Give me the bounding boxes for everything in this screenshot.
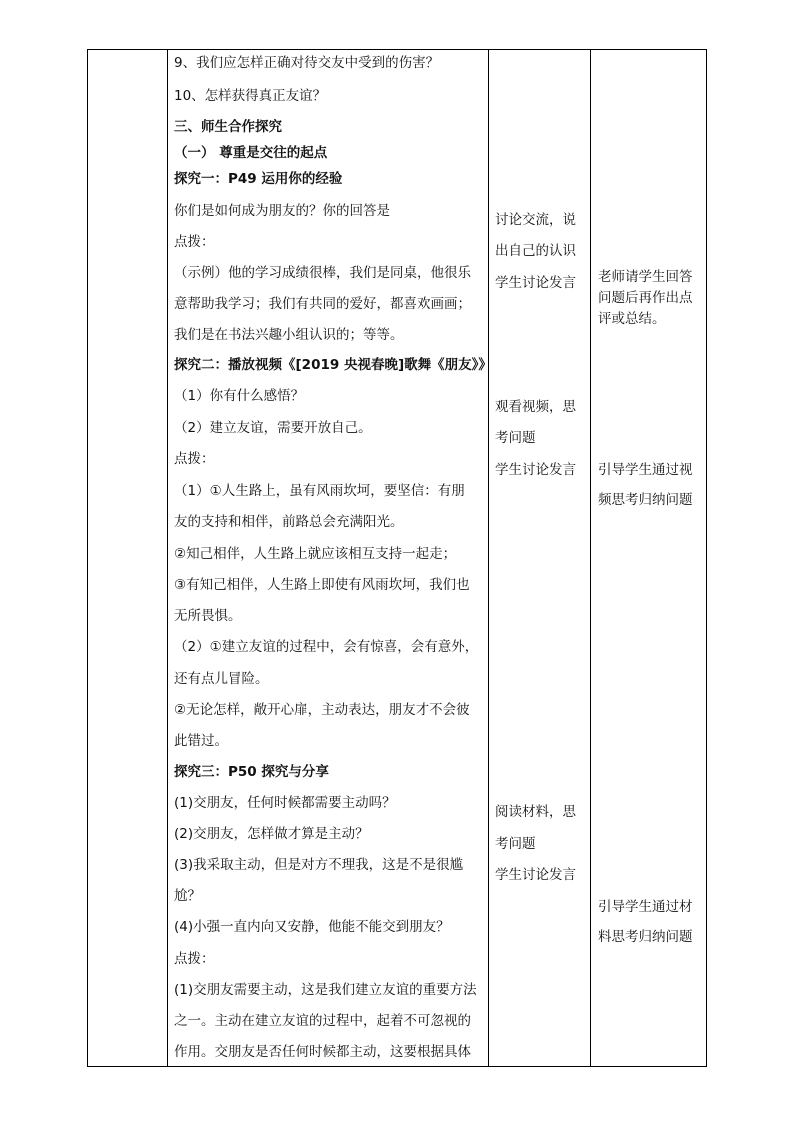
student-activity-line: 观看视频，思 (495, 399, 576, 415)
main-line: 无所畏惧。 (174, 608, 242, 624)
main-line: (2)交朋友，怎样做才算是主动？ (174, 826, 369, 842)
main-line: 友的支持和相伴，前路总会充满阳光。 (174, 514, 404, 530)
student-activity-line: 学生讨论发言 (495, 462, 576, 478)
main-line: 点拨： (174, 951, 215, 967)
teacher-intent-line: 老师请学生回答 (598, 269, 693, 285)
main-line: (1)交朋友需要主动，这是我们建立友谊的重要方法 (174, 982, 477, 998)
main-line: 意帮助我学习；我们有共同的爱好，都喜欢画画； (174, 296, 471, 312)
student-activity-line: 学生讨论发言 (495, 867, 576, 883)
student-activity-line: 出自己的认识 (495, 243, 576, 259)
column-divider (488, 50, 489, 1066)
main-line: 之一。主动在建立友谊的过程中，起着不可忽视的 (174, 1013, 471, 1029)
main-line: (3)我采取主动，但是对方不理我，这是不是很尴 (174, 857, 464, 873)
main-line: 你们是如何成为朋友的？你的回答是 (174, 203, 390, 219)
student-activity-line: 学生讨论发言 (495, 275, 576, 291)
section-heading: 三、师生合作探究 (174, 119, 282, 135)
main-line: (1)交朋友，任何时候都需要主动吗？ (174, 795, 396, 811)
teacher-intent-line: 引导学生通过材 (598, 899, 693, 915)
student-activity-line: 考问题 (495, 836, 536, 852)
column-divider (590, 50, 591, 1066)
inquiry-heading: 探究一：P49 运用你的经验 (174, 171, 343, 187)
main-line: (4)小强一直内向又安静，他能不能交到朋友？ (174, 919, 450, 935)
main-line: ③有知己相伴，人生路上即使有风雨坎坷，我们也 (174, 577, 470, 593)
teacher-intent-line: 料思考归纳问题 (598, 929, 693, 945)
teacher-intent-line: 引导学生通过视 (598, 462, 693, 478)
inquiry-heading: 探究二：播放视频《[2019 央视春晚]歌舞《朋友》》 (174, 357, 492, 373)
main-line: 我们是在书法兴趣小组认识的；等等。 (174, 327, 404, 343)
main-line: （2）建立友谊，需要开放自己。 (174, 420, 372, 436)
inquiry-heading: 探究三：P50 探究与分享 (174, 764, 329, 780)
main-line: 10、怎样获得真正友谊？ (174, 88, 327, 104)
main-line: ②无论怎样，敞开心扉，主动表达，朋友才不会彼 (174, 702, 470, 718)
section-subheading: （一） 尊重是交往的起点 (174, 145, 328, 161)
teacher-intent-line: 评或总结。 (598, 311, 666, 327)
main-line: ②知己相伴，人生路上就应该相互支持一起走； (174, 546, 457, 562)
column-divider (167, 50, 168, 1066)
main-line: 点拨： (174, 234, 215, 250)
main-line: 还有点儿冒险。 (174, 671, 269, 687)
student-activity-line: 考问题 (495, 430, 536, 446)
teacher-intent-line: 频思考归纳问题 (598, 492, 693, 508)
main-line: （1）①人生路上，虽有风雨坎坷，要坚信：有朋 (174, 483, 465, 499)
main-line: （1）你有什么感悟？ (174, 388, 305, 404)
main-line: 点拨： (174, 451, 215, 467)
teacher-intent-line: 问题后再作出点 (598, 290, 693, 306)
student-activity-line: 阅读材料，思 (495, 804, 576, 820)
main-line: （示例）他的学习成绩很棒，我们是同桌，他很乐 (174, 265, 471, 281)
main-line: 此错过。 (174, 733, 228, 749)
main-line: 9、我们应怎样正确对待交友中受到的伤害？ (174, 55, 440, 71)
main-line: （2）①建立友谊的过程中，会有惊喜，会有意外， (174, 639, 479, 655)
main-line: 作用。交朋友是否任何时候都主动，这要根据具体 (174, 1044, 471, 1060)
main-line: 尬？ (174, 888, 201, 904)
student-activity-line: 讨论交流，说 (495, 212, 576, 228)
